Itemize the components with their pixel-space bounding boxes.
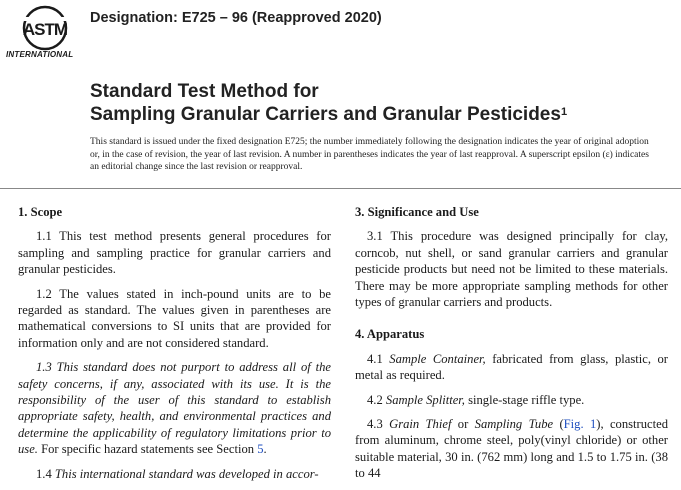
paragraph-4-2 (355, 392, 668, 408)
paragraph-1-1: 1.1 This test method presents general procedures for sampling and sampling practice for granular carriers and granular pesticides. (18, 229, 331, 277)
document-title (90, 80, 567, 126)
divider (0, 188, 681, 189)
hazard-reference-text: For specific hazard statements see Section (37, 442, 258, 457)
title-footnote-mark[interactable]: 1 (560, 106, 568, 118)
designation: Designation: E725 – 96 (Reapproved 2020) (90, 10, 382, 26)
section-5-link[interactable]: 5 (257, 442, 264, 457)
sample-splitter-term: Sample Splitter, (385, 392, 465, 407)
open-paren: ( (553, 417, 564, 432)
or-text: or (451, 417, 475, 432)
paragraph-4-3 (355, 416, 668, 482)
paragraph-4-1-text: fabricated from glass, plastic, or metal as required. (355, 351, 668, 383)
paragraph-1-4-number: 1.4 (36, 466, 55, 481)
paragraph-4-1-number: 4.1 (367, 351, 390, 366)
title-line-2: Sampling Granular Carriers and Granular Pesticides (90, 104, 561, 125)
paragraph-4-2-number: 4.2 (367, 392, 386, 407)
paragraph-4-3-text: ), constructed from aluminum, chrome steel, poly(vinyl chloride) or other suitable material, 30 in. (762 mm) long and 1.5 to 1.75 in. (38 to 44 (355, 417, 669, 481)
paragraph-4-1 (355, 351, 668, 384)
title-line-1: Standard Test Method for (90, 81, 319, 102)
svg-text:ASTM: ASTM (22, 20, 68, 39)
figure-1-link[interactable]: Fig. 1 (563, 417, 597, 432)
paragraph-1-3 (18, 359, 331, 457)
paragraph-1-2: 1.2 The values stated in inch-pound units are to be regarded as standard. The values given in parentheses are mathematical conversions to SI units that are provided for information only and are not considered standard. (18, 286, 331, 350)
apparatus-heading: 4. Apparatus (355, 327, 425, 342)
scope-heading: 1. Scope (18, 205, 63, 219)
period: . (263, 442, 267, 457)
paragraph-1-4-text: This international standard was developed in accor- (54, 466, 319, 481)
paragraph-4-3-number: 4.3 (367, 417, 390, 432)
significance-heading: 3. Significance and Use (355, 205, 479, 219)
paragraph-3-1: 3.1 This procedure was designed principally for clay, corncob, nut shell, or sand granular carriers and granular pesticide products but need not be limited to these materials. There may be more appropriate sampling methods for other types of granular carriers and products. (355, 229, 668, 310)
sampling-tube-term: Sampling Tube (474, 417, 554, 432)
paragraph-1-4 (18, 466, 331, 482)
safety-statement: 1.3 This standard does not purport to address all of the safety concerns, if any, associated with its use. It is the responsibility of the user of this standard to establish appropriate safety, health, and environmental practices and determine the applicability of regulatory limitations prior to use. (18, 360, 331, 457)
sample-container-term: Sample Container, (389, 351, 486, 366)
left-column (18, 204, 331, 490)
paragraph-4-2-text: single-stage riffle type. (464, 392, 585, 407)
right-column (355, 204, 668, 490)
logo-wordmark: INTERNATIONAL (6, 50, 74, 59)
grain-thief-term: Grain Thief (389, 417, 452, 432)
issuance-notice: This standard is issued under the fixed designation E725; the number immediately following the designation indicates the year of original adoption or, in the case of revision, the year of last revision. A number in parentheses indicates the year of last reapproval. A superscript epsilon (ε) indicates an editorial change since the last revision or reapproval. (90, 137, 649, 172)
